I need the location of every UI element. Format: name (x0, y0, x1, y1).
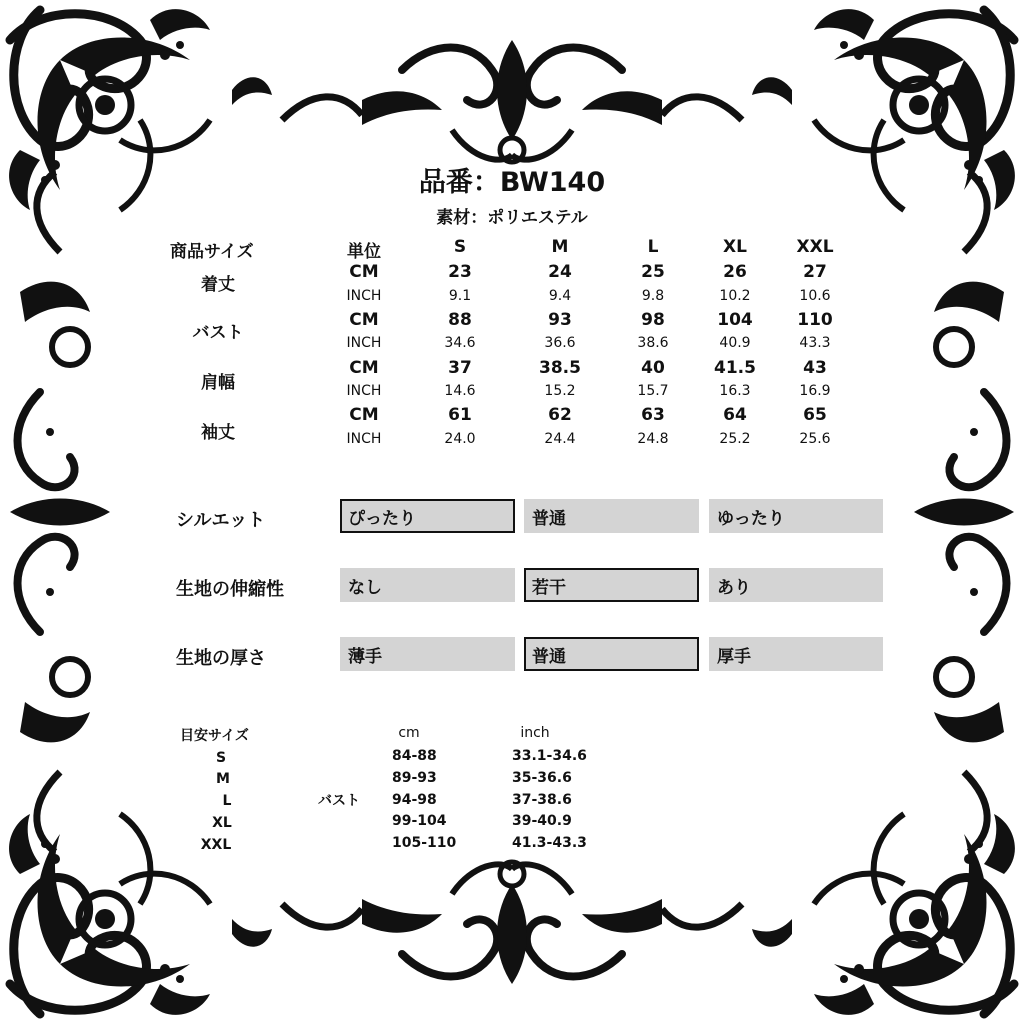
option-box: あり (709, 568, 883, 602)
value-cm: 110 (797, 310, 833, 330)
guide-inch-value: 35-36.6 (512, 770, 572, 786)
size-header-xl: XL (723, 237, 747, 257)
value-inch: 14.6 (444, 383, 476, 399)
guide-inch-header: inch (520, 725, 550, 741)
guide-inch-value: 41.3-43.3 (512, 835, 587, 851)
value-cm: 26 (723, 262, 747, 282)
value-cm: 62 (548, 405, 572, 425)
guide-inch-value: 33.1-34.6 (512, 748, 587, 764)
value-cm: 64 (723, 405, 747, 425)
row-label-bust: バスト (192, 323, 244, 343)
guide-measure-label: バスト (318, 793, 360, 809)
value-cm: 24 (548, 262, 572, 282)
value-inch: 10.6 (799, 288, 831, 304)
value-cm: 38.5 (539, 358, 581, 378)
size-header-xxl: XXL (796, 237, 834, 257)
value-cm: 104 (717, 310, 753, 330)
value-inch: 40.9 (719, 335, 751, 351)
value-inch: 38.6 (637, 335, 669, 351)
value-inch: 25.2 (719, 431, 751, 447)
attribute-label-thickness: 生地の厚さ (176, 648, 266, 669)
guide-title: 目安サイズ (180, 728, 249, 744)
guide-cm-header: cm (398, 725, 420, 741)
guide-cm-value: 89-93 (392, 770, 437, 786)
guide-inch-value: 37-38.6 (512, 792, 572, 808)
value-cm: 61 (448, 405, 472, 425)
value-inch: 24.8 (637, 431, 669, 447)
unit-header: 単位 (347, 242, 381, 262)
value-inch: 9.1 (448, 288, 472, 304)
value-inch: 24.0 (444, 431, 476, 447)
product-code-title: 品番：BW140 (418, 167, 606, 198)
value-inch: 43.3 (799, 335, 831, 351)
value-inch: 9.8 (641, 288, 665, 304)
value-inch: 25.6 (799, 431, 831, 447)
value-inch: 16.9 (799, 383, 831, 399)
attribute-label-silhouette: シルエット (176, 510, 266, 531)
attribute-label-stretch: 生地の伸縮性 (176, 579, 284, 600)
guide-size: M (216, 771, 230, 787)
value-cm: 88 (448, 310, 472, 330)
value-cm: 27 (803, 262, 827, 282)
value-inch: 24.4 (544, 431, 576, 447)
value-cm: 37 (448, 358, 472, 378)
option-box-selected: 普通 (524, 637, 699, 671)
value-inch: 9.4 (548, 288, 572, 304)
row-label-length: 着丈 (201, 275, 235, 295)
guide-size: XL (212, 815, 232, 831)
size-table-header-label: 商品サイズ (170, 242, 254, 262)
unit-cm: CM (349, 262, 379, 282)
option-box-selected: 若干 (524, 568, 699, 602)
option-box: 薄手 (340, 637, 515, 671)
value-cm: 40 (641, 358, 665, 378)
option-box: なし (340, 568, 515, 602)
row-label-sleeve: 袖丈 (201, 423, 235, 443)
value-inch: 34.6 (444, 335, 476, 351)
unit-cm: CM (349, 310, 379, 330)
value-inch: 36.6 (544, 335, 576, 351)
option-box: 厚手 (709, 637, 883, 671)
guide-cm-value: 99-104 (392, 813, 447, 829)
size-header-l: L (647, 237, 659, 257)
size-header-s: S (453, 237, 467, 257)
value-cm: 93 (548, 310, 572, 330)
unit-cm: CM (349, 358, 379, 378)
value-cm: 65 (803, 405, 827, 425)
guide-size: XXL (200, 837, 232, 853)
unit-inch: INCH (346, 288, 382, 304)
value-inch: 10.2 (719, 288, 751, 304)
unit-inch: INCH (346, 431, 382, 447)
value-cm: 43 (803, 358, 827, 378)
value-inch: 16.3 (719, 383, 751, 399)
value-cm: 63 (641, 405, 665, 425)
row-label-shoulder: 肩幅 (201, 373, 235, 393)
guide-inch-value: 39-40.9 (512, 813, 572, 829)
guide-size: L (222, 793, 232, 809)
value-inch: 15.2 (544, 383, 576, 399)
guide-size: S (215, 750, 227, 766)
value-cm: 98 (641, 310, 665, 330)
value-inch: 15.7 (637, 383, 669, 399)
unit-inch: INCH (346, 383, 382, 399)
option-box: ゆったり (709, 499, 883, 533)
guide-cm-value: 94-98 (392, 792, 437, 808)
size-header-m: M (551, 237, 569, 257)
unit-cm: CM (349, 405, 379, 425)
material-label: 素材：ポリエステル (436, 208, 588, 228)
guide-cm-value: 84-88 (392, 748, 437, 764)
value-cm: 23 (448, 262, 472, 282)
guide-cm-value: 105-110 (392, 835, 457, 851)
option-box-selected: ぴったり (340, 499, 515, 533)
unit-inch: INCH (346, 335, 382, 351)
option-box: 普通 (524, 499, 699, 533)
value-cm: 25 (641, 262, 665, 282)
value-cm: 41.5 (714, 358, 756, 378)
